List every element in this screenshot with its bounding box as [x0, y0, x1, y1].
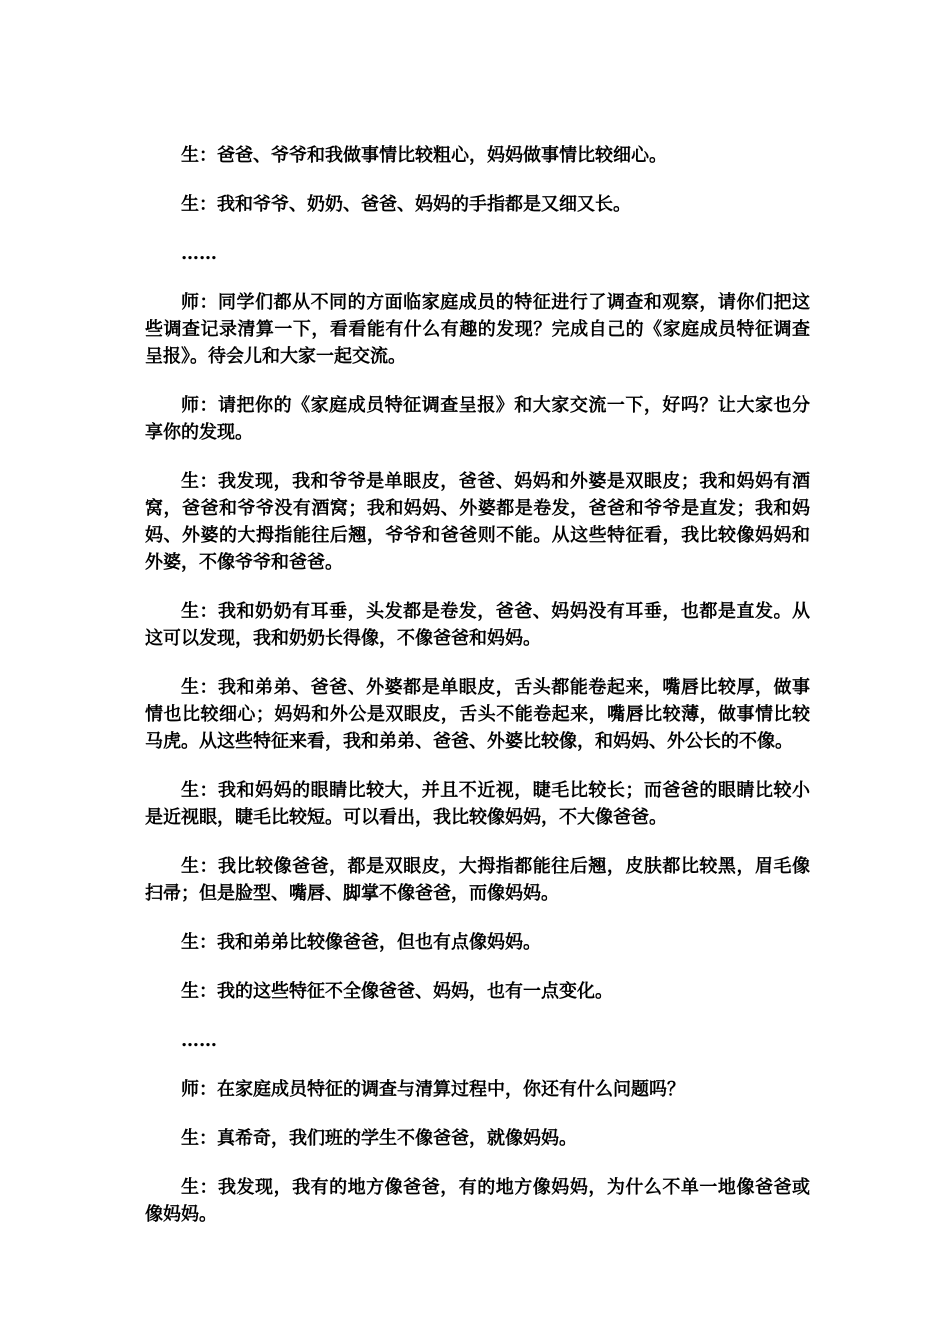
paragraph-student-variation: 生：我的这些特征不全像爸爸、妈妈，也有一点变化。	[181, 981, 613, 1002]
paragraph-student-strange: 生：真希奇，我们班的学生不像爸爸，就像妈妈。	[181, 1128, 577, 1149]
paragraph-teacher-organize: 师：同学们都从不同的方面临家庭成员的特征进行了调查和观察，请你们把这些调查记录清算一下，看看能有什么有趣的发现？完成自己的《家庭成员特征调查呈报》。待会儿和大家一起交流。	[145, 292, 810, 367]
paragraph-student-careless: 生：爸爸、爷爷和我做事情比较粗心，妈妈做事情比较细心。	[181, 145, 667, 166]
paragraph-student-tongue: 生：我和弟弟、爸爸、外婆都是单眼皮，舌头都能卷起来，嘴唇比较厚，做事情也比较细心；妈妈和外公是双眼皮，舌头不能卷起来，嘴唇比较薄，做事情比较马虎。从这些特征来看，我和弟弟、爸爸、外婆比较像，和妈妈、外公长的不像。	[145, 677, 810, 752]
paragraph-teacher-question: 师：在家庭成员特征的调查与清算过程中，你还有什么问题吗？	[181, 1079, 685, 1100]
paragraph-ellipsis-1: ……	[181, 243, 217, 264]
paragraph-ellipsis-2: ……	[181, 1030, 217, 1051]
paragraph-student-brother: 生：我和弟弟比较像爸爸，但也有点像妈妈。	[181, 932, 541, 953]
paragraph-student-like-father: 生：我比较像爸爸，都是双眼皮，大拇指都能往后翘，皮肤都比较黑，眉毛像扫帚；但是脸型、嘴唇、脚掌不像爸爸，而像妈妈。	[145, 856, 810, 904]
paragraph-teacher-share: 师：请把你的《家庭成员特征调查呈报》和大家交流一下，好吗？让大家也分享你的发现。	[145, 395, 810, 443]
paragraph-student-why: 生：我发现，我有的地方像爸爸，有的地方像妈妈，为什么不单一地像爸爸或像妈妈。	[145, 1177, 810, 1225]
paragraph-student-eyelids: 生：我发现，我和爷爷是单眼皮，爸爸、妈妈和外婆是双眼皮；我和妈妈有酒窝，爸爸和爷爷没有酒窝；我和妈妈、外婆都是卷发，爸爸和爷爷是直发；我和妈妈、外婆的大拇指能往后翘，爷爷和爸爸则不能。从这些特征看，我比较像妈妈和外婆，不像爷爷和爸爸。	[145, 471, 810, 573]
paragraph-student-eyes: 生：我和妈妈的眼睛比较大，并且不近视，睫毛比较长；而爸爸的眼睛比较小是近视眼，睫毛比较短。可以看出，我比较像妈妈，不大像爸爸。	[145, 780, 810, 828]
document-page	[145, 142, 810, 1250]
paragraph-student-fingers: 生：我和爷爷、奶奶、爸爸、妈妈的手指都是又细又长。	[181, 194, 631, 215]
paragraph-student-earlobes: 生：我和奶奶有耳垂，头发都是卷发，爸爸、妈妈没有耳垂，也都是直发。从这可以发现，我和奶奶长得像，不像爸爸和妈妈。	[145, 601, 810, 649]
